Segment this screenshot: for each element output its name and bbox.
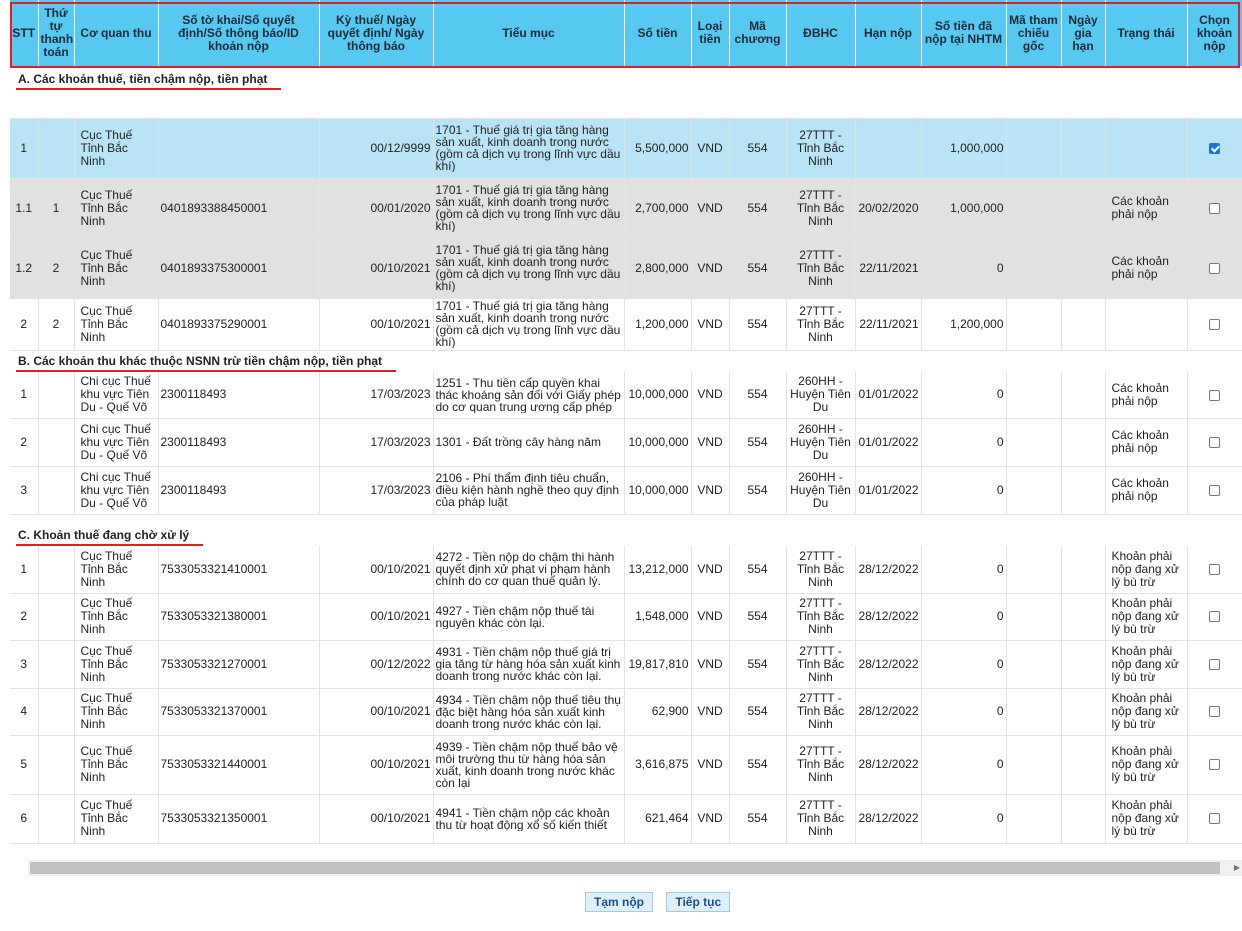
loai-tien-cell: VND	[691, 298, 729, 350]
co-quan-cell: Cục Thuế Tỉnh Bắc Ninh	[74, 238, 158, 298]
trang-thai-cell: Các khoản phải nộp	[1105, 418, 1187, 466]
trang-thai-cell: Khoản phải nộp đang xử lý bù trừ	[1105, 546, 1187, 593]
dbhc-cell: 27TTT - Tỉnh Bắc Ninh	[786, 238, 855, 298]
so-tien-cell: 621,464	[624, 794, 691, 843]
thu-tu-cell	[38, 372, 74, 418]
select-checkbox[interactable]	[1209, 390, 1220, 401]
ky-thue-cell: 00/10/2021	[319, 794, 433, 843]
table-row[interactable]	[10, 372, 1242, 418]
select-checkbox[interactable]	[1209, 564, 1220, 575]
thu-tu-cell	[38, 418, 74, 466]
select-checkbox[interactable]	[1209, 203, 1220, 214]
ma-chuong-cell: 554	[729, 418, 786, 466]
so-to-khai-cell: 2300118493	[158, 466, 319, 514]
han-nop-cell: 28/12/2022	[855, 593, 921, 640]
dbhc-cell: 27TTT - Tỉnh Bắc Ninh	[786, 546, 855, 593]
ky-thue-cell: 17/03/2023	[319, 418, 433, 466]
thu-tu-cell	[38, 735, 74, 794]
tieu-muc-text: 1701 - Thuế giá trị gia tăng hàng sản xuất, kinh doanh trong nước (gồm cả dịch vụ trong lĩnh vực dầu khí)	[435, 124, 621, 172]
tieu-muc-cell	[433, 688, 624, 735]
ky-thue-cell: 17/03/2023	[319, 466, 433, 514]
select-checkbox[interactable]	[1209, 437, 1220, 448]
co-quan-cell: Cục Thuế Tỉnh Bắc Ninh	[74, 735, 158, 794]
ngay-gia-han-cell	[1061, 466, 1105, 514]
tieu-muc-cell	[433, 640, 624, 688]
han-nop-cell: 01/01/2022	[855, 372, 921, 418]
table-row[interactable]	[10, 546, 1242, 593]
tieu-muc-cell	[433, 372, 624, 418]
thu-tu-cell	[38, 546, 74, 593]
co-quan-cell: Cục Thuế Tỉnh Bắc Ninh	[74, 298, 158, 350]
ma-tham-chieu-cell	[1006, 466, 1061, 514]
tieu-muc-cell	[433, 794, 624, 843]
ma-chuong-cell: 554	[729, 466, 786, 514]
trang-thai-cell: Khoản phải nộp đang xử lý bù trừ	[1105, 593, 1187, 640]
so-to-khai-cell: 0401893388450001	[158, 178, 319, 238]
co-quan-cell: Chi cục Thuế khu vực Tiên Du - Quế Võ	[74, 372, 158, 418]
tiep-tuc-button[interactable]: Tiếp tục	[666, 892, 730, 912]
scrollbar-thumb[interactable]	[30, 862, 1220, 874]
trang-thai-cell: Khoản phải nộp đang xử lý bù trừ	[1105, 688, 1187, 735]
so-tien-cell: 19,817,810	[624, 640, 691, 688]
co-quan-cell: Cục Thuế Tỉnh Bắc Ninh	[74, 546, 158, 593]
table-row[interactable]	[10, 688, 1242, 735]
da-nop-cell: 0	[921, 372, 1006, 418]
ma-chuong-cell: 554	[729, 118, 786, 178]
han-nop-cell: 28/12/2022	[855, 735, 921, 794]
thu-tu-cell	[38, 118, 74, 178]
han-nop-cell	[855, 118, 921, 178]
da-nop-cell: 1,200,000	[921, 298, 1006, 350]
action-buttons	[585, 892, 740, 912]
thu-tu-cell	[38, 688, 74, 735]
col-stt: STT	[10, 0, 38, 66]
so-to-khai-cell: 7533053321410001	[158, 546, 319, 593]
tieu-muc-text: 2106 - Phí thẩm định tiêu chuẩn, điều kiện hành nghề theo quy định của pháp luật	[435, 472, 619, 508]
ma-chuong-cell: 554	[729, 688, 786, 735]
table-row[interactable]	[10, 298, 1242, 350]
table-row[interactable]	[10, 735, 1242, 794]
chon-cell	[1187, 794, 1242, 843]
so-to-khai-cell	[158, 118, 319, 178]
trang-thai-cell: Các khoản phải nộp	[1105, 238, 1187, 298]
select-checkbox[interactable]	[1209, 659, 1220, 670]
da-nop-cell: 0	[921, 688, 1006, 735]
tieu-muc-cell	[433, 546, 624, 593]
section-title: A. Các khoản thuế, tiền chậm nộp, tiền phạt	[18, 73, 267, 90]
col-ma-tham-chieu: Mã tham chiếu gốc	[1006, 0, 1061, 66]
section-row-b	[10, 350, 1242, 372]
co-quan-cell: Cục Thuế Tỉnh Bắc Ninh	[74, 178, 158, 238]
section-title: C. Khoản thuế đang chờ xử lý	[18, 529, 189, 546]
so-to-khai-cell: 7533053321270001	[158, 640, 319, 688]
da-nop-cell: 0	[921, 238, 1006, 298]
scroll-right-arrow-icon[interactable]: ▶	[1233, 863, 1240, 872]
section-row-c	[10, 514, 1242, 546]
ma-tham-chieu-cell	[1006, 118, 1061, 178]
loai-tien-cell: VND	[691, 688, 729, 735]
chon-cell	[1187, 593, 1242, 640]
da-nop-cell: 0	[921, 546, 1006, 593]
payment-table	[10, 0, 1242, 844]
ngay-gia-han-cell	[1061, 298, 1105, 350]
trang-thai-cell: Các khoản phải nộp	[1105, 372, 1187, 418]
co-quan-cell: Cục Thuế Tỉnh Bắc Ninh	[74, 794, 158, 843]
tieu-muc-cell	[433, 178, 624, 238]
ma-tham-chieu-cell	[1006, 735, 1061, 794]
chon-cell	[1187, 546, 1242, 593]
da-nop-cell: 0	[921, 418, 1006, 466]
han-nop-cell: 22/11/2021	[855, 298, 921, 350]
tieu-muc-text: 4931 - Tiền chậm nộp thuế giá trị gia tăng từ hàng hóa sản xuất kinh doanh trong nước khác còn lại.	[435, 646, 621, 682]
col-co-quan: Cơ quan thu	[74, 0, 158, 66]
ngay-gia-han-cell	[1061, 688, 1105, 735]
select-checkbox[interactable]	[1209, 319, 1220, 330]
so-tien-cell: 2,700,000	[624, 178, 691, 238]
so-to-khai-cell: 7533053321350001	[158, 794, 319, 843]
select-checkbox[interactable]	[1209, 759, 1220, 770]
table-row[interactable]	[10, 794, 1242, 843]
thu-tu-cell	[38, 640, 74, 688]
ma-tham-chieu-cell	[1006, 238, 1061, 298]
col-ngay-gia-han: Ngày gia hạn	[1061, 0, 1105, 66]
tieu-muc-text: 4272 - Tiền nộp do chậm thi hành quyết định xử phạt vi phạm hành chính do cơ quan thuế quản lý.	[435, 551, 615, 588]
tieu-muc-cell	[433, 593, 624, 640]
co-quan-cell: Cục Thuế Tỉnh Bắc Ninh	[74, 593, 158, 640]
ky-thue-cell: 00/01/2020	[319, 178, 433, 238]
loai-tien-cell: VND	[691, 593, 729, 640]
co-quan-cell: Cục Thuế Tỉnh Bắc Ninh	[74, 118, 158, 178]
ma-chuong-cell: 554	[729, 238, 786, 298]
ma-chuong-cell: 554	[729, 298, 786, 350]
tieu-muc-cell	[433, 238, 624, 298]
col-so-to-khai: Số tờ khai/Số quyết định/Số thông báo/ID khoản nộp	[158, 0, 319, 66]
col-han-nop: Hạn nộp	[855, 0, 921, 66]
so-tien-cell: 1,200,000	[624, 298, 691, 350]
so-tien-cell: 1,548,000	[624, 593, 691, 640]
thu-tu-cell: 1	[38, 178, 74, 238]
ma-chuong-cell: 554	[729, 546, 786, 593]
stt-cell: 2	[10, 418, 38, 466]
ngay-gia-han-cell	[1061, 238, 1105, 298]
da-nop-cell: 0	[921, 735, 1006, 794]
table-row[interactable]	[10, 238, 1242, 298]
col-dbhc: ĐBHC	[786, 0, 855, 66]
ky-thue-cell: 00/10/2021	[319, 298, 433, 350]
han-nop-cell: 20/02/2020	[855, 178, 921, 238]
trang-thai-cell: Khoản phải nộp đang xử lý bù trừ	[1105, 640, 1187, 688]
han-nop-cell: 28/12/2022	[855, 688, 921, 735]
thu-tu-cell: 2	[38, 298, 74, 350]
dbhc-cell: 27TTT - Tỉnh Bắc Ninh	[786, 735, 855, 794]
thu-tu-cell	[38, 466, 74, 514]
trang-thai-cell: Các khoản phải nộp	[1105, 178, 1187, 238]
tieu-muc-cell	[433, 118, 624, 178]
stt-cell: 1.1	[10, 178, 38, 238]
so-to-khai-cell: 0401893375300001	[158, 238, 319, 298]
han-nop-cell: 28/12/2022	[855, 640, 921, 688]
so-tien-cell: 10,000,000	[624, 372, 691, 418]
tieu-muc-cell	[433, 735, 624, 794]
da-nop-cell: 0	[921, 640, 1006, 688]
dbhc-cell: 27TTT - Tỉnh Bắc Ninh	[786, 298, 855, 350]
dbhc-cell: 260HH - Huyện Tiên Du	[786, 466, 855, 514]
ky-thue-cell: 00/10/2021	[319, 593, 433, 640]
stt-cell: 4	[10, 688, 38, 735]
dbhc-cell: 260HH - Huyện Tiên Du	[786, 372, 855, 418]
ky-thue-cell: 00/10/2021	[319, 238, 433, 298]
tieu-muc-text: 1701 - Thuế giá trị gia tăng hàng sản xuất, kinh doanh trong nước (gồm cả dịch vụ trong lĩnh vực dầu khí)	[435, 184, 621, 232]
chon-cell	[1187, 688, 1242, 735]
loai-tien-cell: VND	[691, 118, 729, 178]
ngay-gia-han-cell	[1061, 418, 1105, 466]
ngay-gia-han-cell	[1061, 640, 1105, 688]
chon-cell	[1187, 640, 1242, 688]
stt-cell: 1.2	[10, 238, 38, 298]
so-to-khai-cell: 7533053321440001	[158, 735, 319, 794]
tieu-muc-cell	[433, 466, 624, 514]
col-thu-tu: Thứ tự thanh toán	[38, 0, 74, 66]
ma-tham-chieu-cell	[1006, 546, 1061, 593]
so-tien-cell: 3,616,875	[624, 735, 691, 794]
select-checkbox[interactable]	[1209, 706, 1220, 717]
tieu-muc-cell	[433, 298, 624, 350]
so-to-khai-cell: 7533053321370001	[158, 688, 319, 735]
trang-thai-cell: Khoản phải nộp đang xử lý bù trừ	[1105, 794, 1187, 843]
dbhc-cell: 27TTT - Tỉnh Bắc Ninh	[786, 640, 855, 688]
payment-table-container	[10, 0, 1242, 844]
trang-thai-cell: Các khoản phải nộp	[1105, 466, 1187, 514]
stt-cell: 1	[10, 118, 38, 178]
da-nop-cell: 0	[921, 593, 1006, 640]
thu-tu-cell	[38, 794, 74, 843]
co-quan-cell: Chi cục Thuế khu vực Tiên Du - Quế Võ	[74, 466, 158, 514]
ngay-gia-han-cell	[1061, 593, 1105, 640]
co-quan-cell: Chi cục Thuế khu vực Tiên Du - Quế Võ	[74, 418, 158, 466]
so-tien-cell: 62,900	[624, 688, 691, 735]
stt-cell: 5	[10, 735, 38, 794]
section-title: B. Các khoản thu khác thuộc NSNN trừ tiền chậm nộp, tiền phạt	[18, 355, 382, 372]
chon-cell	[1187, 735, 1242, 794]
ma-chuong-cell: 554	[729, 372, 786, 418]
so-to-khai-cell: 2300118493	[158, 418, 319, 466]
dbhc-cell: 27TTT - Tỉnh Bắc Ninh	[786, 178, 855, 238]
ma-chuong-cell: 554	[729, 640, 786, 688]
loai-tien-cell: VND	[691, 418, 729, 466]
ma-tham-chieu-cell	[1006, 640, 1061, 688]
so-to-khai-cell: 2300118493	[158, 372, 319, 418]
table-header-row	[10, 0, 1242, 66]
trang-thai-cell	[1105, 118, 1187, 178]
trang-thai-cell	[1105, 298, 1187, 350]
table-row[interactable]	[10, 593, 1242, 640]
col-chon: Chọn khoản nộp	[1187, 0, 1242, 66]
da-nop-cell: 0	[921, 794, 1006, 843]
ma-tham-chieu-cell	[1006, 593, 1061, 640]
han-nop-cell: 01/01/2022	[855, 418, 921, 466]
table-row[interactable]	[10, 466, 1242, 514]
co-quan-cell: Cục Thuế Tỉnh Bắc Ninh	[74, 688, 158, 735]
trang-thai-cell: Khoản phải nộp đang xử lý bù trừ	[1105, 735, 1187, 794]
ngay-gia-han-cell	[1061, 735, 1105, 794]
ma-tham-chieu-cell	[1006, 178, 1061, 238]
select-checkbox[interactable]	[1209, 143, 1220, 154]
so-tien-cell: 10,000,000	[624, 418, 691, 466]
so-to-khai-cell: 0401893375290001	[158, 298, 319, 350]
tieu-muc-text: 4939 - Tiền chậm nộp thuế bảo vệ môi trường thu từ hàng hóa sản xuất, kinh doanh trong nước khác còn lại	[435, 740, 618, 789]
tieu-muc-text: 4927 - Tiền chậm nộp thuế tài nguyên khác còn lại.	[435, 604, 595, 629]
ngay-gia-han-cell	[1061, 794, 1105, 843]
han-nop-cell: 28/12/2022	[855, 794, 921, 843]
ky-thue-cell: 00/10/2021	[319, 688, 433, 735]
da-nop-cell: 0	[921, 466, 1006, 514]
loai-tien-cell: VND	[691, 546, 729, 593]
thu-tu-cell: 2	[38, 238, 74, 298]
da-nop-cell: 1,000,000	[921, 178, 1006, 238]
chon-cell	[1187, 418, 1242, 466]
ngay-gia-han-cell	[1061, 118, 1105, 178]
col-so-tien-da-nop: Số tiền đã nộp tại NHTM	[921, 0, 1006, 66]
loai-tien-cell: VND	[691, 640, 729, 688]
tam-nop-button[interactable]: Tạm nộp	[585, 892, 653, 912]
tieu-muc-text: 1701 - Thuế giá trị gia tăng hàng sản xuất, kinh doanh trong nước (gồm cả dịch vụ trong lĩnh vực dầu khí)	[435, 244, 621, 292]
chon-cell	[1187, 372, 1242, 418]
table-row[interactable]	[10, 418, 1242, 466]
chon-cell	[1187, 298, 1242, 350]
stt-cell: 3	[10, 466, 38, 514]
chon-cell	[1187, 118, 1242, 178]
ngay-gia-han-cell	[1061, 178, 1105, 238]
section-row-a	[10, 66, 1242, 90]
chon-cell	[1187, 238, 1242, 298]
chon-cell	[1187, 466, 1242, 514]
ma-chuong-cell: 554	[729, 178, 786, 238]
ma-tham-chieu-cell	[1006, 298, 1061, 350]
ma-chuong-cell: 554	[729, 735, 786, 794]
so-tien-cell: 13,212,000	[624, 546, 691, 593]
ky-thue-cell: 00/10/2021	[319, 546, 433, 593]
loai-tien-cell: VND	[691, 735, 729, 794]
so-tien-cell: 2,800,000	[624, 238, 691, 298]
dbhc-cell: 27TTT - Tỉnh Bắc Ninh	[786, 794, 855, 843]
ma-tham-chieu-cell	[1006, 418, 1061, 466]
select-checkbox[interactable]	[1209, 813, 1220, 824]
han-nop-cell: 28/12/2022	[855, 546, 921, 593]
stt-cell: 1	[10, 372, 38, 418]
so-tien-cell: 10,000,000	[624, 466, 691, 514]
ma-chuong-cell: 554	[729, 593, 786, 640]
col-tieu-muc: Tiểu mục	[433, 0, 624, 66]
co-quan-cell: Cục Thuế Tỉnh Bắc Ninh	[74, 640, 158, 688]
tieu-muc-text: 1251 - Thu tiền cấp quyền khai thác khoáng sản đối với Giấy phép do cơ quan trung ương cấp phép	[435, 376, 621, 413]
ky-thue-cell: 00/10/2021	[319, 735, 433, 794]
loai-tien-cell: VND	[691, 466, 729, 514]
dbhc-cell: 27TTT - Tỉnh Bắc Ninh	[786, 118, 855, 178]
horizontal-scrollbar[interactable]	[28, 860, 1242, 876]
stt-cell: 3	[10, 640, 38, 688]
col-trang-thai: Trạng thái	[1105, 0, 1187, 66]
tieu-muc-text: 4934 - Tiền chậm nộp thuế tiêu thụ đặc biệt hàng hóa sản xuất kinh doanh trong nước khác còn lại.	[435, 693, 621, 730]
stt-cell: 6	[10, 794, 38, 843]
table-row[interactable]	[10, 640, 1242, 688]
ky-thue-cell: 17/03/2023	[319, 372, 433, 418]
ma-tham-chieu-cell	[1006, 688, 1061, 735]
loai-tien-cell: VND	[691, 794, 729, 843]
col-ma-chuong: Mã chương	[729, 0, 786, 66]
so-to-khai-cell: 7533053321380001	[158, 593, 319, 640]
ky-thue-cell: 00/12/2022	[319, 640, 433, 688]
dbhc-cell: 27TTT - Tỉnh Bắc Ninh	[786, 688, 855, 735]
spacer-row	[10, 90, 1242, 118]
select-checkbox[interactable]	[1209, 485, 1220, 496]
ngay-gia-han-cell	[1061, 372, 1105, 418]
tieu-muc-text: 1301 - Đất trồng cây hàng năm	[435, 436, 601, 448]
dbhc-cell: 27TTT - Tỉnh Bắc Ninh	[786, 593, 855, 640]
stt-cell: 2	[10, 593, 38, 640]
tieu-muc-cell	[433, 418, 624, 466]
dbhc-cell: 260HH - Huyện Tiên Du	[786, 418, 855, 466]
han-nop-cell: 01/01/2022	[855, 466, 921, 514]
tieu-muc-text: 1701 - Thuế giá trị gia tăng hàng sản xuất, kinh doanh trong nước (gồm cả dịch vụ trong lĩnh vực dầu khí)	[435, 300, 621, 348]
ma-chuong-cell: 554	[729, 794, 786, 843]
stt-cell: 1	[10, 546, 38, 593]
select-checkbox[interactable]	[1209, 611, 1220, 622]
ky-thue-cell: 00/12/9999	[319, 118, 433, 178]
loai-tien-cell: VND	[691, 178, 729, 238]
table-row[interactable]	[10, 118, 1242, 178]
stt-cell: 2	[10, 298, 38, 350]
loai-tien-cell: VND	[691, 372, 729, 418]
ngay-gia-han-cell	[1061, 546, 1105, 593]
chon-cell	[1187, 178, 1242, 238]
select-checkbox[interactable]	[1209, 263, 1220, 274]
ma-tham-chieu-cell	[1006, 372, 1061, 418]
han-nop-cell: 22/11/2021	[855, 238, 921, 298]
da-nop-cell: 1,000,000	[921, 118, 1006, 178]
so-tien-cell: 5,500,000	[624, 118, 691, 178]
table-row[interactable]	[10, 178, 1242, 238]
col-ky-thue: Kỳ thuế/ Ngày quyết định/ Ngày thông báo	[319, 0, 433, 66]
tieu-muc-text: 4941 - Tiền chậm nộp các khoản thu từ hoạt động xổ số kiến thiết	[435, 806, 610, 831]
thu-tu-cell	[38, 593, 74, 640]
ma-tham-chieu-cell	[1006, 794, 1061, 843]
loai-tien-cell: VND	[691, 238, 729, 298]
col-so-tien: Số tiền	[624, 0, 691, 66]
col-loai-tien: Loại tiền	[691, 0, 729, 66]
